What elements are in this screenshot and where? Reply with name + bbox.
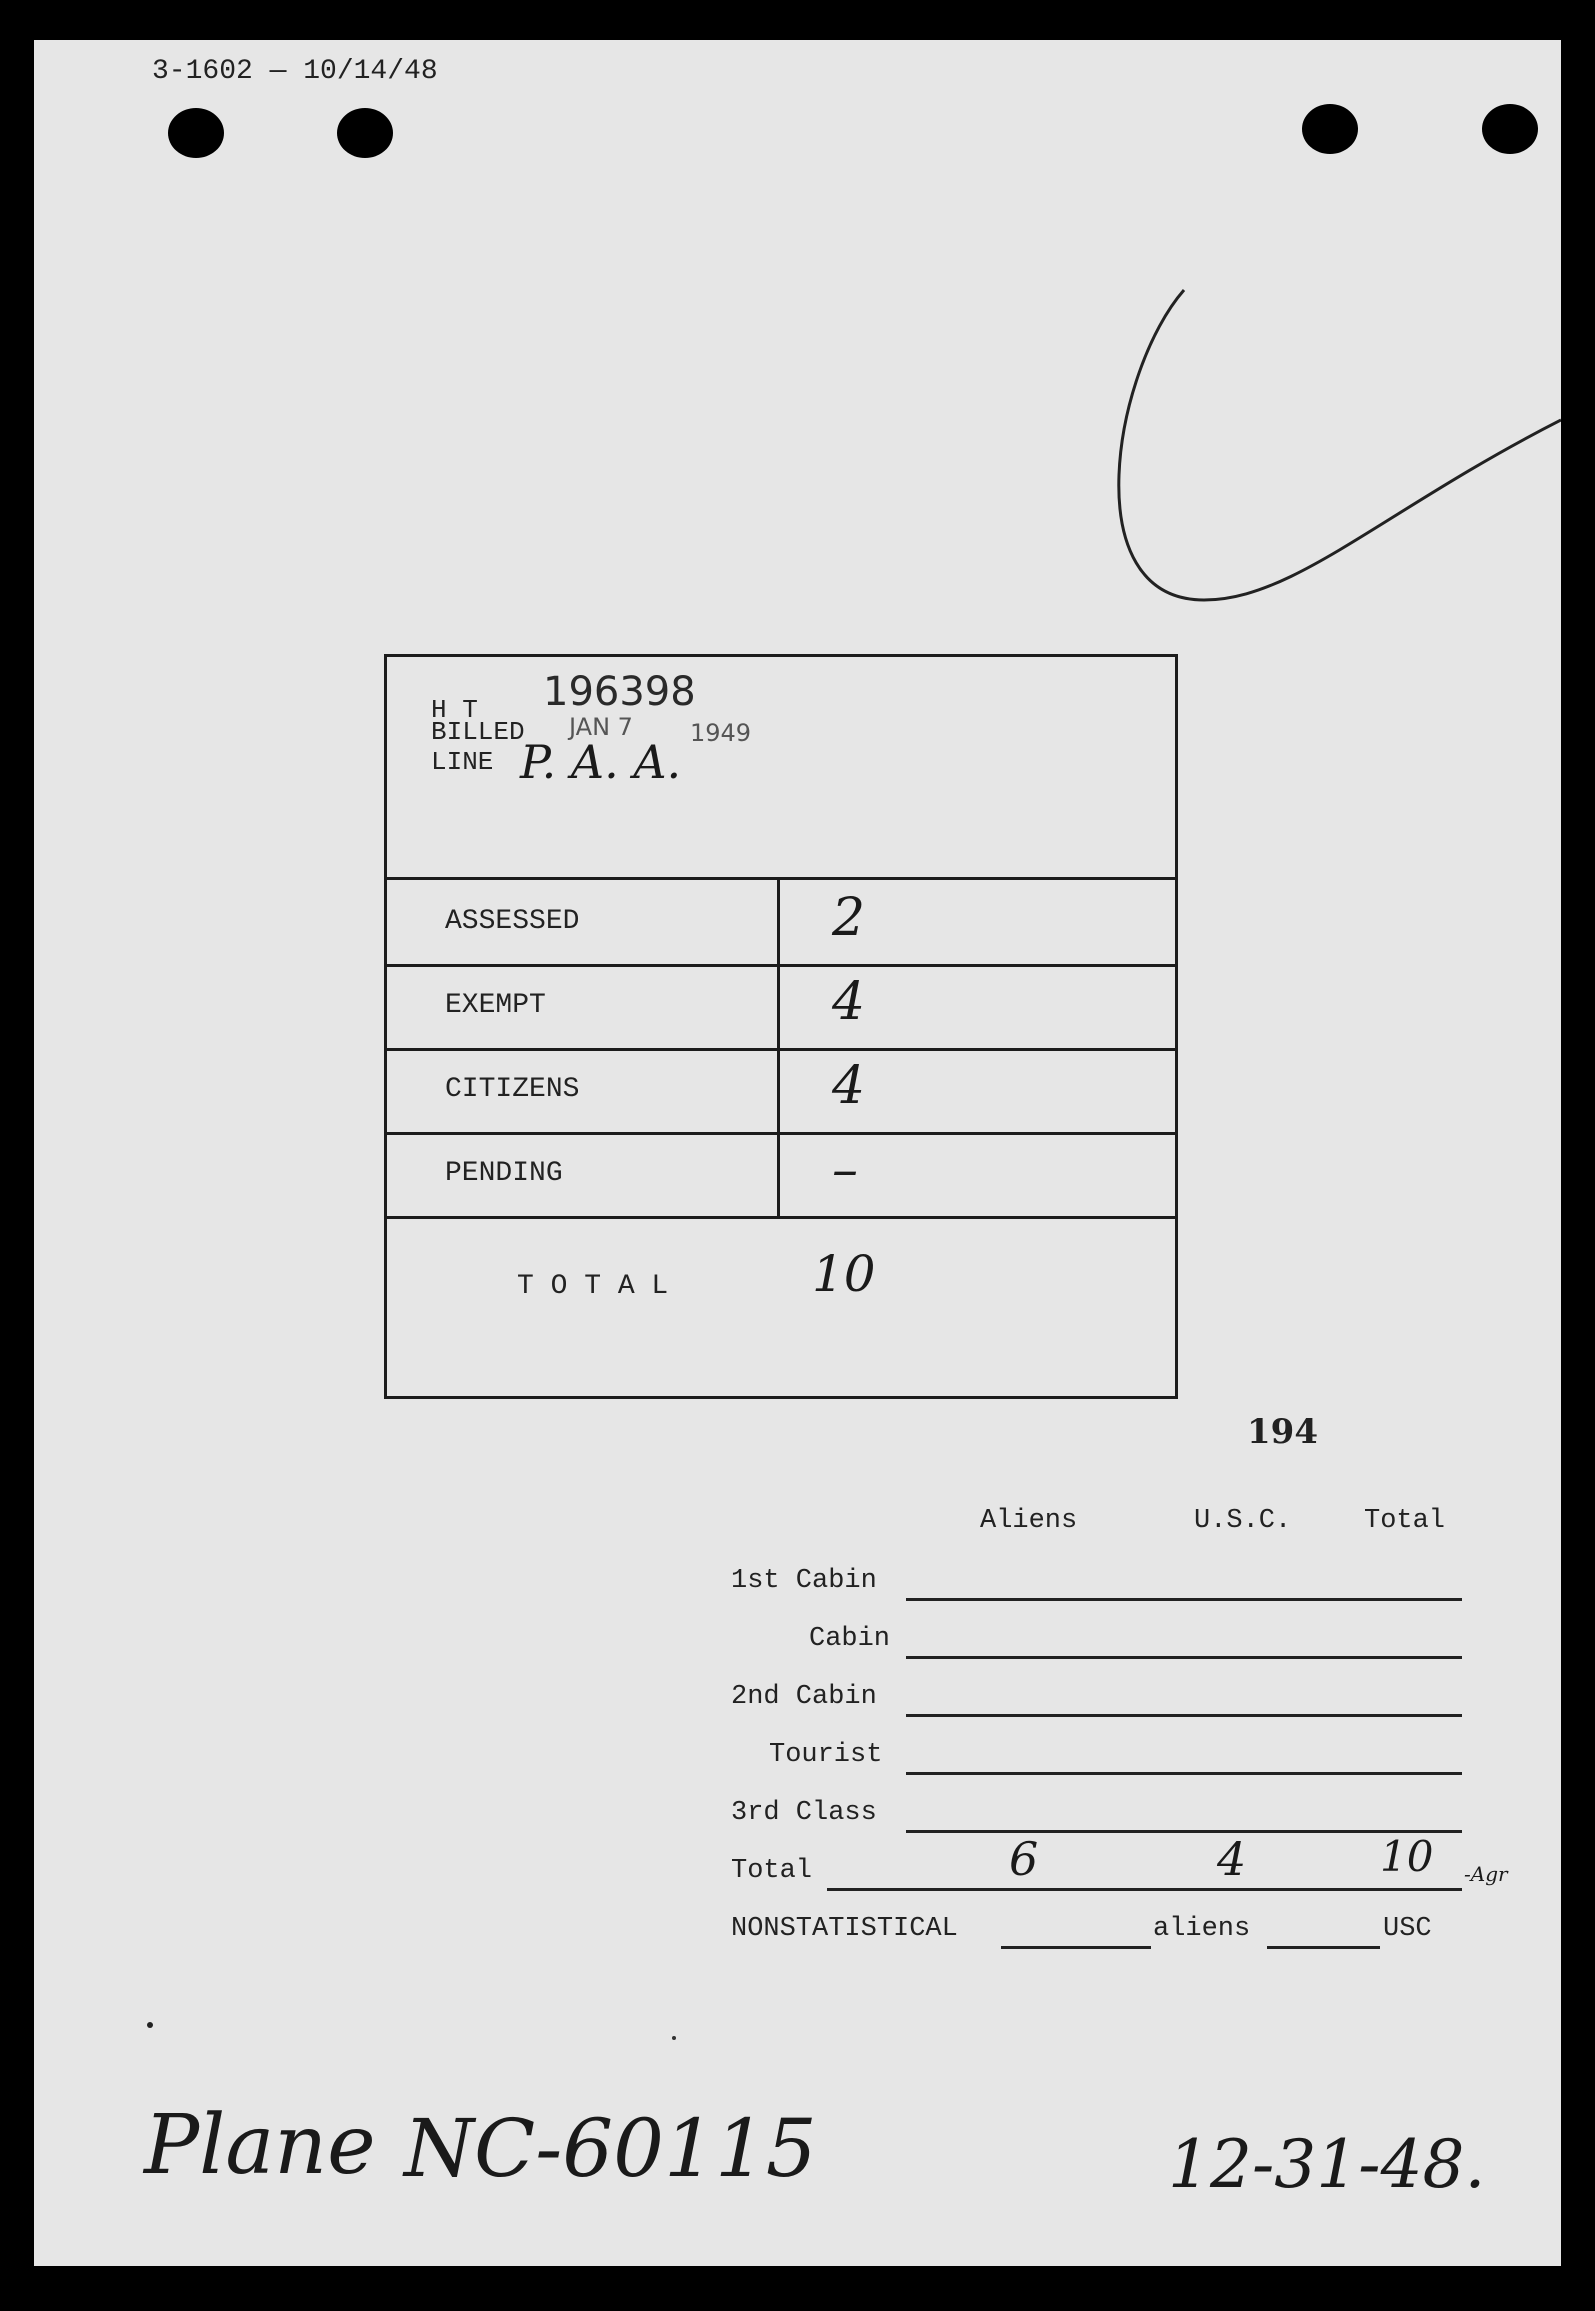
row-label-tourist: Tourist bbox=[769, 1740, 883, 1770]
speck bbox=[147, 2022, 153, 2028]
fill-line bbox=[906, 1598, 1462, 1601]
stamp-column-divider bbox=[777, 877, 780, 1217]
row-label-3rd-class: 3rd Class bbox=[731, 1798, 877, 1828]
form-code: 3-1602 — 10/14/48 bbox=[152, 56, 438, 87]
stamp-row-pending bbox=[387, 1132, 1175, 1219]
line-value: P. A. A. bbox=[520, 735, 682, 789]
billed-date: JAN 7 bbox=[569, 713, 633, 741]
plane-word: Plane bbox=[144, 2098, 376, 2193]
nonstat-usc-label: USC bbox=[1383, 1914, 1432, 1944]
speck bbox=[672, 2036, 676, 2040]
pen-curve-mark bbox=[34, 40, 1561, 740]
billed-label: BILLED bbox=[431, 717, 525, 747]
total-usc-value: 4 bbox=[1217, 1832, 1247, 1886]
ht-billing-stamp bbox=[384, 654, 1178, 1399]
ht-label: H T bbox=[431, 695, 478, 725]
row-label: ASSESSED bbox=[445, 906, 580, 937]
stamp-row-assessed bbox=[387, 880, 1175, 967]
row-value: 2 bbox=[832, 888, 866, 948]
line-label: LINE bbox=[431, 747, 494, 777]
nonstat-label: NONSTATISTICAL bbox=[731, 1914, 958, 1944]
billed-year: 1949 bbox=[690, 719, 752, 747]
stamp-total-value: 10 bbox=[812, 1245, 876, 1303]
stamp-total-label: T O T A L bbox=[517, 1271, 669, 1302]
stamp-row-citizens bbox=[387, 1048, 1175, 1135]
fill-line bbox=[1001, 1946, 1151, 1949]
plane-number: NC-60115 bbox=[404, 2102, 817, 2195]
row-label: EXEMPT bbox=[445, 990, 546, 1021]
column-header-aliens: Aliens bbox=[980, 1506, 1078, 1536]
row-value: – bbox=[832, 1140, 858, 1200]
row-label-total: Total bbox=[731, 1856, 813, 1886]
margin-note: -Agr bbox=[1464, 1862, 1508, 1886]
fill-line bbox=[906, 1772, 1462, 1775]
row-label-2nd-cabin: 2nd Cabin bbox=[731, 1682, 877, 1712]
form-year: 194 bbox=[1247, 1412, 1318, 1452]
stamp-row-exempt bbox=[387, 964, 1175, 1051]
column-header-usc: U.S.C. bbox=[1194, 1506, 1292, 1536]
fill-line bbox=[827, 1888, 1462, 1891]
stamp-header bbox=[387, 657, 1175, 880]
column-header-total: Total bbox=[1364, 1506, 1446, 1536]
document-page bbox=[34, 40, 1561, 2266]
handwritten-date: 12-31-48. bbox=[1168, 2126, 1486, 2203]
total-aliens-value: 6 bbox=[1009, 1832, 1039, 1886]
row-value: 4 bbox=[832, 1056, 866, 1116]
row-label: PENDING bbox=[445, 1158, 563, 1189]
row-label: CITIZENS bbox=[445, 1074, 580, 1105]
total-total-value: 10 bbox=[1380, 1832, 1434, 1881]
row-label-cabin: Cabin bbox=[809, 1624, 891, 1654]
nonstat-aliens-label: aliens bbox=[1153, 1914, 1251, 1944]
ht-number: 196398 bbox=[543, 669, 696, 715]
fill-line bbox=[906, 1714, 1462, 1717]
row-value: 4 bbox=[832, 972, 866, 1032]
row-label-1st-cabin: 1st Cabin bbox=[731, 1566, 877, 1596]
fill-line bbox=[906, 1830, 1462, 1833]
fill-line bbox=[906, 1656, 1462, 1659]
fill-line bbox=[1267, 1946, 1380, 1949]
